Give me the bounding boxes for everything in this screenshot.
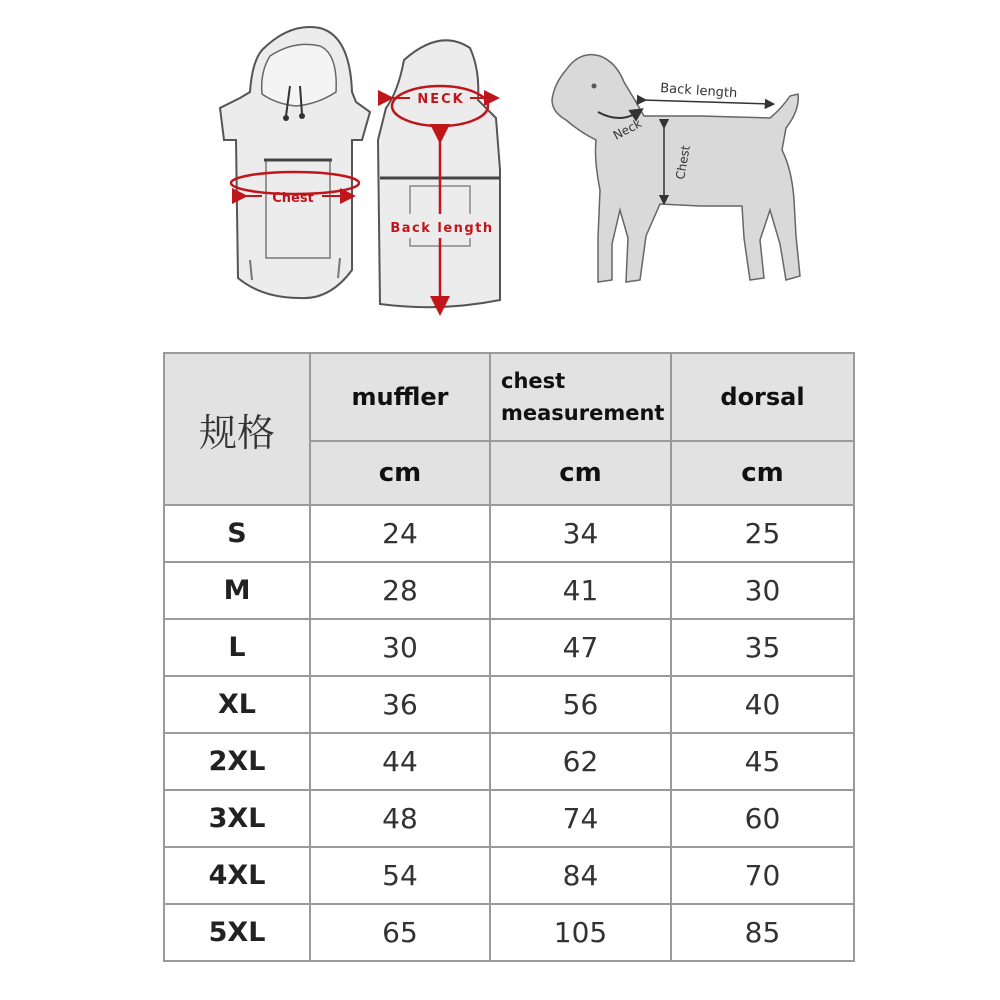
muffler-cell: 54: [310, 847, 490, 904]
dorsal-cell: 85: [671, 904, 854, 961]
table-row: [164, 676, 854, 733]
chest-label-front: Chest: [272, 191, 314, 206]
table-row: [164, 733, 854, 790]
chest-label-dog: Chest: [673, 144, 693, 181]
unit-header-chest: cm: [490, 441, 671, 505]
muffler-cell: 65: [310, 904, 490, 961]
table-row: [164, 505, 854, 562]
neck-label-dog: Neck: [610, 116, 644, 143]
muffler-cell: 28: [310, 562, 490, 619]
table-row: [164, 847, 854, 904]
chest-cell: 62: [490, 733, 671, 790]
measurement-diagram: [0, 0, 1000, 330]
dorsal-cell: 70: [671, 847, 854, 904]
chest-cell: 84: [490, 847, 671, 904]
table-row: [164, 790, 854, 847]
back-length-label-dog: Back length: [659, 81, 738, 102]
dog-illustration: [552, 55, 800, 282]
diagram-svg: [0, 0, 1000, 330]
column-header-dorsal: dorsal: [671, 353, 854, 441]
table-header: [164, 353, 854, 505]
dorsal-cell: 40: [671, 676, 854, 733]
table-row: [164, 562, 854, 619]
size-cell: 4XL: [164, 847, 310, 904]
size-cell: S: [164, 505, 310, 562]
dorsal-cell: 25: [671, 505, 854, 562]
chest-cell: 105: [490, 904, 671, 961]
column-header-muffler: muffler: [310, 353, 490, 441]
muffler-cell: 48: [310, 790, 490, 847]
muffler-cell: 24: [310, 505, 490, 562]
size-cell: 5XL: [164, 904, 310, 961]
chest-cell: 34: [490, 505, 671, 562]
size-cell: 2XL: [164, 733, 310, 790]
dorsal-cell: 60: [671, 790, 854, 847]
size-header: 规格: [164, 353, 310, 505]
table-body: [164, 505, 854, 961]
unit-header-muffler: cm: [310, 441, 490, 505]
chest-cell: 74: [490, 790, 671, 847]
size-chart-table: [163, 352, 855, 962]
muffler-cell: 30: [310, 619, 490, 676]
size-cell: M: [164, 562, 310, 619]
table-row: [164, 904, 854, 961]
dorsal-cell: 30: [671, 562, 854, 619]
size-cell: 3XL: [164, 790, 310, 847]
raincoat-back-illustration: [378, 40, 500, 307]
unit-header-dorsal: cm: [671, 441, 854, 505]
muffler-cell: 44: [310, 733, 490, 790]
chest-cell: 41: [490, 562, 671, 619]
muffler-cell: 36: [310, 676, 490, 733]
column-header-chest: chest measurement: [490, 353, 671, 441]
chest-cell: 56: [490, 676, 671, 733]
table-row: [164, 619, 854, 676]
back-length-label-front: Back length: [390, 221, 494, 236]
dorsal-cell: 45: [671, 733, 854, 790]
chest-cell: 47: [490, 619, 671, 676]
size-cell: L: [164, 619, 310, 676]
neck-label-front: NECK: [417, 92, 465, 107]
raincoat-front-illustration: [220, 27, 370, 298]
size-cell: XL: [164, 676, 310, 733]
dorsal-cell: 35: [671, 619, 854, 676]
